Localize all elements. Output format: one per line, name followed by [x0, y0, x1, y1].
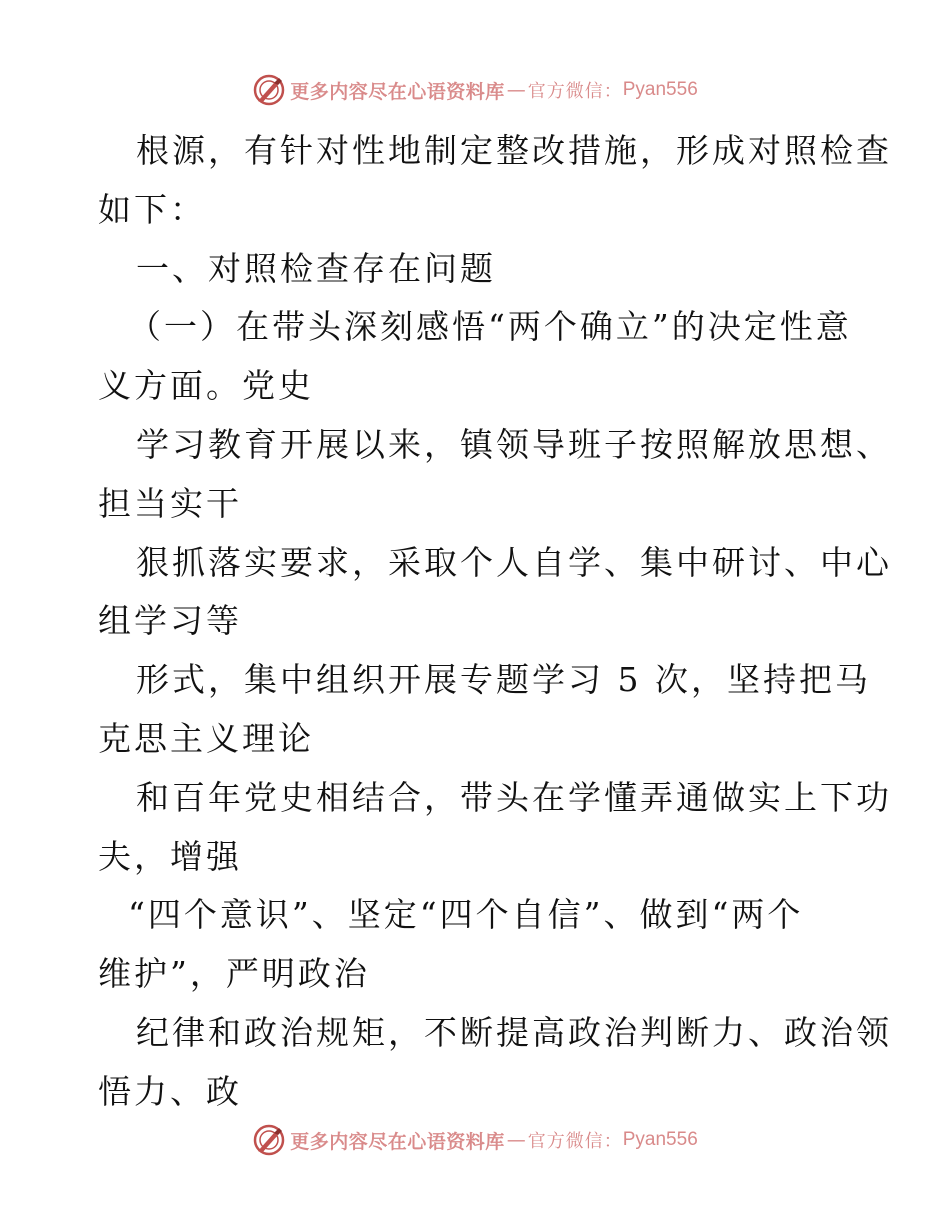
text-line: 如下： [98, 189, 206, 229]
section-heading: 一、对照检查存在问题 [136, 248, 496, 288]
banner-dash: — [506, 79, 526, 101]
banner-dash: — [506, 1129, 526, 1151]
text-line: 维护”，严明政治 [98, 954, 370, 994]
banner-wechat-id: Pyan556 [622, 79, 698, 100]
banner-brand-text: 更多内容尽在心语资料库 [290, 1130, 505, 1153]
text-line: 纪律和政治规矩，不断提高政治判断力、政治领 [136, 1012, 892, 1052]
text-line: 夫，增强 [98, 836, 242, 876]
banner-wechat-label: 官方微信： [527, 1131, 623, 1152]
text-line: 学习教育开展以来，镇领导班子按照解放思想、 [136, 424, 892, 464]
text-line: 悟力、政 [98, 1071, 242, 1111]
text-line: 克思主义理论 [98, 718, 314, 758]
text-line: 形式，集中组织开展专题学习 5 次，坚持把马 [136, 660, 871, 700]
text-line: 组学习等 [98, 601, 242, 641]
text-line: 狠抓落实要求，采取个人自学、集中研讨、中心 [136, 542, 892, 582]
footer-banner [0, 1120, 950, 1160]
text-line: 担当实干 [98, 483, 242, 523]
text-line: 根源，有针对性地制定整改措施，形成对照检查 [136, 131, 892, 170]
header-banner [0, 70, 950, 110]
pen-seal-icon [252, 73, 286, 107]
banner-brand-text: 更多内容尽在心语资料库 [290, 80, 505, 103]
document-body [98, 122, 892, 1122]
pen-seal-icon [252, 1123, 286, 1157]
banner-wechat-id: Pyan556 [622, 1129, 698, 1150]
text-line: 和百年党史相结合，带头在学懂弄通做实上下功 [136, 777, 892, 817]
subsection-heading: （一）在带头深刻感悟“两个确立”的决定性意 [128, 307, 852, 347]
banner-wechat-label: 官方微信： [527, 81, 623, 102]
text-line: 义方面。党史 [98, 366, 314, 406]
text-line: “四个意识”、坚定“四个自信”、做到“两个 [128, 895, 804, 935]
